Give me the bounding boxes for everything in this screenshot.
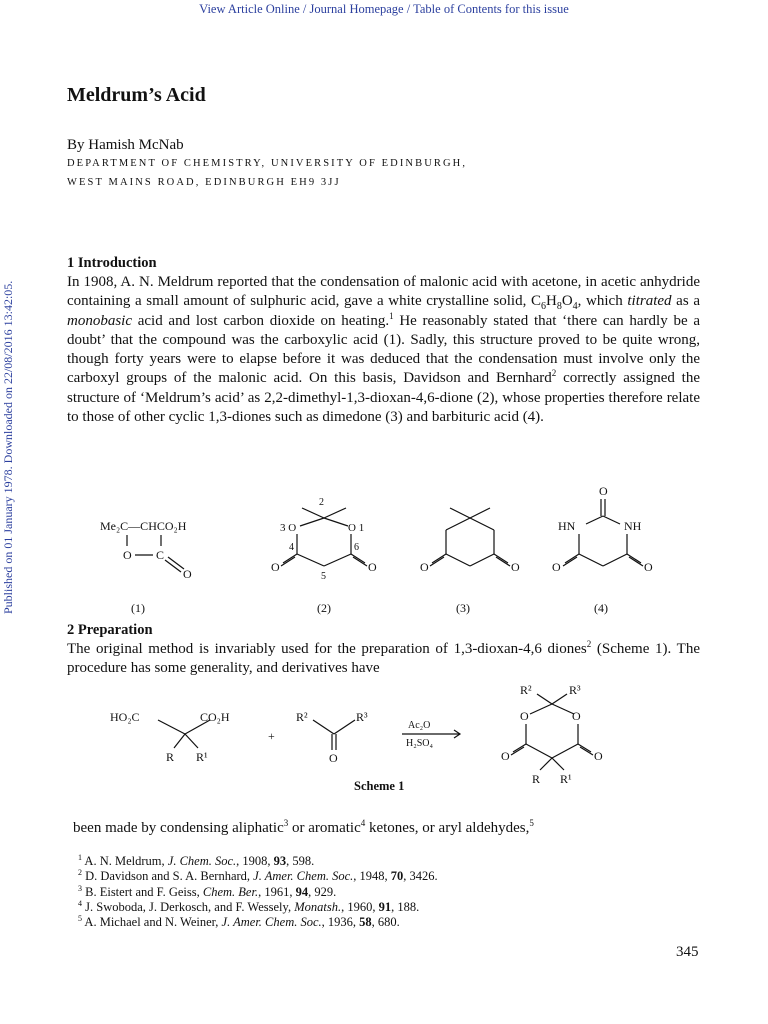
scheme-ketone	[296, 710, 368, 765]
reference-item: $^4$ J. Swoboda, J. Derkosch, and F. Wessely, Monatsh., 1960, 91, 188.	[78, 898, 420, 914]
structure-2-position-5: 5	[321, 571, 326, 582]
scheme-caption: Scheme 1	[354, 779, 405, 793]
reference-item: $^1$ A. N. Meldrum, J. Chem. Soc., 1908, 93, 598.	[78, 852, 315, 868]
ketone-r2-substituent: R²	[296, 710, 308, 724]
journal-homepage-link[interactable]: Journal Homepage	[309, 2, 404, 16]
introduction-paragraph: In 1908, A. N. Meldrum reported that the condensation of malonic acid with acetone, in acetic anhydride containing a small amount of sulphuric acid, gave a white crystalline solid, $C_6H_8O_4$, which titrated as a monobasic acid and lost carbon dioxide on heating.$^1$ He reasonably stated that ‘there can hardly be a doubt’ that the compound was the carboxylic acid (1). Sadly, this structure proved to be quite wrong, though forty years were to elapse before it was deduced that the condensation must involve only the carboxyl groups of the malonic acid. On this basis, Davidson and Bernhard$^2$ correctly assigned the structure of ‘Meldrum’s acid’ as 2,2-dimethyl-1,3-dioxan-4,6-dione (2), whose properties therefore relate to those of other cyclic 1,3-diones such as dimedone (3) and barbituric acid (4).	[67, 274, 701, 426]
reference-item: $^2$ D. Davidson and S. A. Bernhard, J. Amer. Chem. Soc., 1948, 70, 3426.	[78, 868, 438, 884]
structure-2-oxygen-3: 3 O	[280, 522, 297, 534]
structure-1-ring-carbon: C	[156, 548, 165, 562]
product-r3-substituent: R³	[569, 683, 581, 697]
structure-3-right-carbonyl-oxygen: O	[511, 560, 520, 574]
ketone-r3-substituent: R³	[356, 710, 368, 724]
product-ring-oxygen-right: O	[572, 709, 581, 723]
author-byline: By Hamish McNab	[67, 137, 184, 153]
product-carbonyl-oxygen-right: O	[594, 749, 603, 763]
scheme-1-diagram	[110, 682, 630, 797]
structure-1-ring-oxygen: O	[123, 548, 132, 562]
view-article-online-link[interactable]: View Article Online	[199, 2, 300, 16]
structure-1-top-label: Me₂C—CHCO₂H	[100, 519, 187, 533]
affiliation-line-1: DEPARTMENT OF CHEMISTRY, UNIVERSITY OF EDINBURGH,	[67, 158, 468, 169]
product-carbonyl-oxygen-left: O	[501, 749, 510, 763]
structure-label-1: (1)	[131, 601, 145, 615]
structure-2-oxygen-1: O 1	[348, 522, 365, 534]
structure-2-left-carbonyl-oxygen: O	[271, 560, 280, 574]
structure-4	[552, 486, 653, 574]
scheme-malonic-acid	[110, 710, 230, 764]
structure-2	[271, 497, 377, 582]
structure-label-4: (4)	[594, 601, 608, 615]
structure-2-right-carbonyl-oxygen: O	[368, 560, 377, 574]
structure-4-left-carbonyl-oxygen: O	[552, 560, 561, 574]
structure-2-position-2: 2	[319, 497, 324, 508]
reference-marker: 3	[283, 818, 289, 828]
link-separator: /	[299, 2, 310, 16]
reference-item: $^5$ A. Michael and N. Weiner, J. Amer. Chem. Soc., 1936, 58, 680.	[78, 914, 400, 930]
reference-marker: 2	[551, 368, 557, 379]
affiliation-line-2: WEST MAINS ROAD, EDINBURGH EH9 3JJ	[67, 177, 341, 188]
reagent-acetic-anhydride: Ac₂O	[408, 720, 431, 731]
reference-marker: 5	[529, 818, 534, 828]
reference-item: $^3$ B. Eistert and F. Geiss, Chem. Ber., 1961, 94, 929.	[78, 883, 337, 899]
structure-3	[420, 508, 520, 574]
structure-1	[100, 519, 192, 581]
section-heading-preparation: 2 Preparation	[67, 622, 153, 638]
structure-1-carbonyl-oxygen: O	[183, 567, 192, 581]
ketone-oxygen: O	[329, 751, 338, 765]
product-ring-oxygen-left: O	[520, 709, 529, 723]
chemical-structures-1-to-4	[90, 486, 690, 626]
scheme-reaction-arrow	[402, 720, 460, 749]
preparation-paragraph: The original method is invariably used for the preparation of 1,3-dioxan-4,6 diones$^2$ (Scheme 1). The procedure has some generality, and derivatives have	[67, 639, 700, 677]
structure-4-nh-label: NH	[624, 519, 642, 533]
reference-marker: 1	[389, 310, 394, 321]
page-number: 345	[676, 944, 699, 960]
scheme-product	[501, 683, 603, 786]
references-list	[78, 854, 698, 930]
reference-marker: 2	[586, 639, 592, 649]
structure-2-position-4: 4	[289, 542, 294, 553]
article-title: Meldrum’s Acid	[67, 84, 206, 106]
malonic-right-group: CO₂H	[200, 710, 230, 724]
reagent-sulfuric-acid: H₂SO₄	[406, 738, 433, 749]
malonic-r-substituent: R	[166, 750, 175, 764]
structure-label-2: (2)	[317, 601, 331, 615]
structure-4-hn-label: HN	[558, 519, 576, 533]
structure-3-left-carbonyl-oxygen: O	[420, 560, 429, 574]
structure-2-position-6: 6	[354, 542, 359, 553]
publication-date-note: Published on 01 January 1978. Downloaded on 22/08/2016 13:42:05.	[1, 280, 15, 614]
structure-4-right-carbonyl-oxygen: O	[644, 560, 653, 574]
table-of-contents-link[interactable]: Table of Contents for this issue	[413, 2, 569, 16]
structure-4-top-oxygen: O	[599, 486, 608, 498]
malonic-r1-substituent: R¹	[196, 750, 208, 764]
section-heading-introduction: 1 Introduction	[67, 255, 157, 271]
structure-label-3: (3)	[456, 601, 470, 615]
continuation-line: been made by condensing aliphatic$^3$ or aromatic$^4$ ketones, or aryl aldehydes,$^5$	[73, 818, 534, 836]
product-r1-substituent: R¹	[560, 772, 572, 786]
reference-marker: 4	[360, 818, 366, 828]
product-r-substituent: R	[532, 772, 541, 786]
scheme-plus-sign: +	[268, 729, 275, 743]
malonic-left-group: HO₂C	[110, 710, 140, 724]
product-r2-substituent: R²	[520, 683, 532, 697]
header-links	[0, 2, 768, 17]
link-separator: /	[403, 2, 414, 16]
